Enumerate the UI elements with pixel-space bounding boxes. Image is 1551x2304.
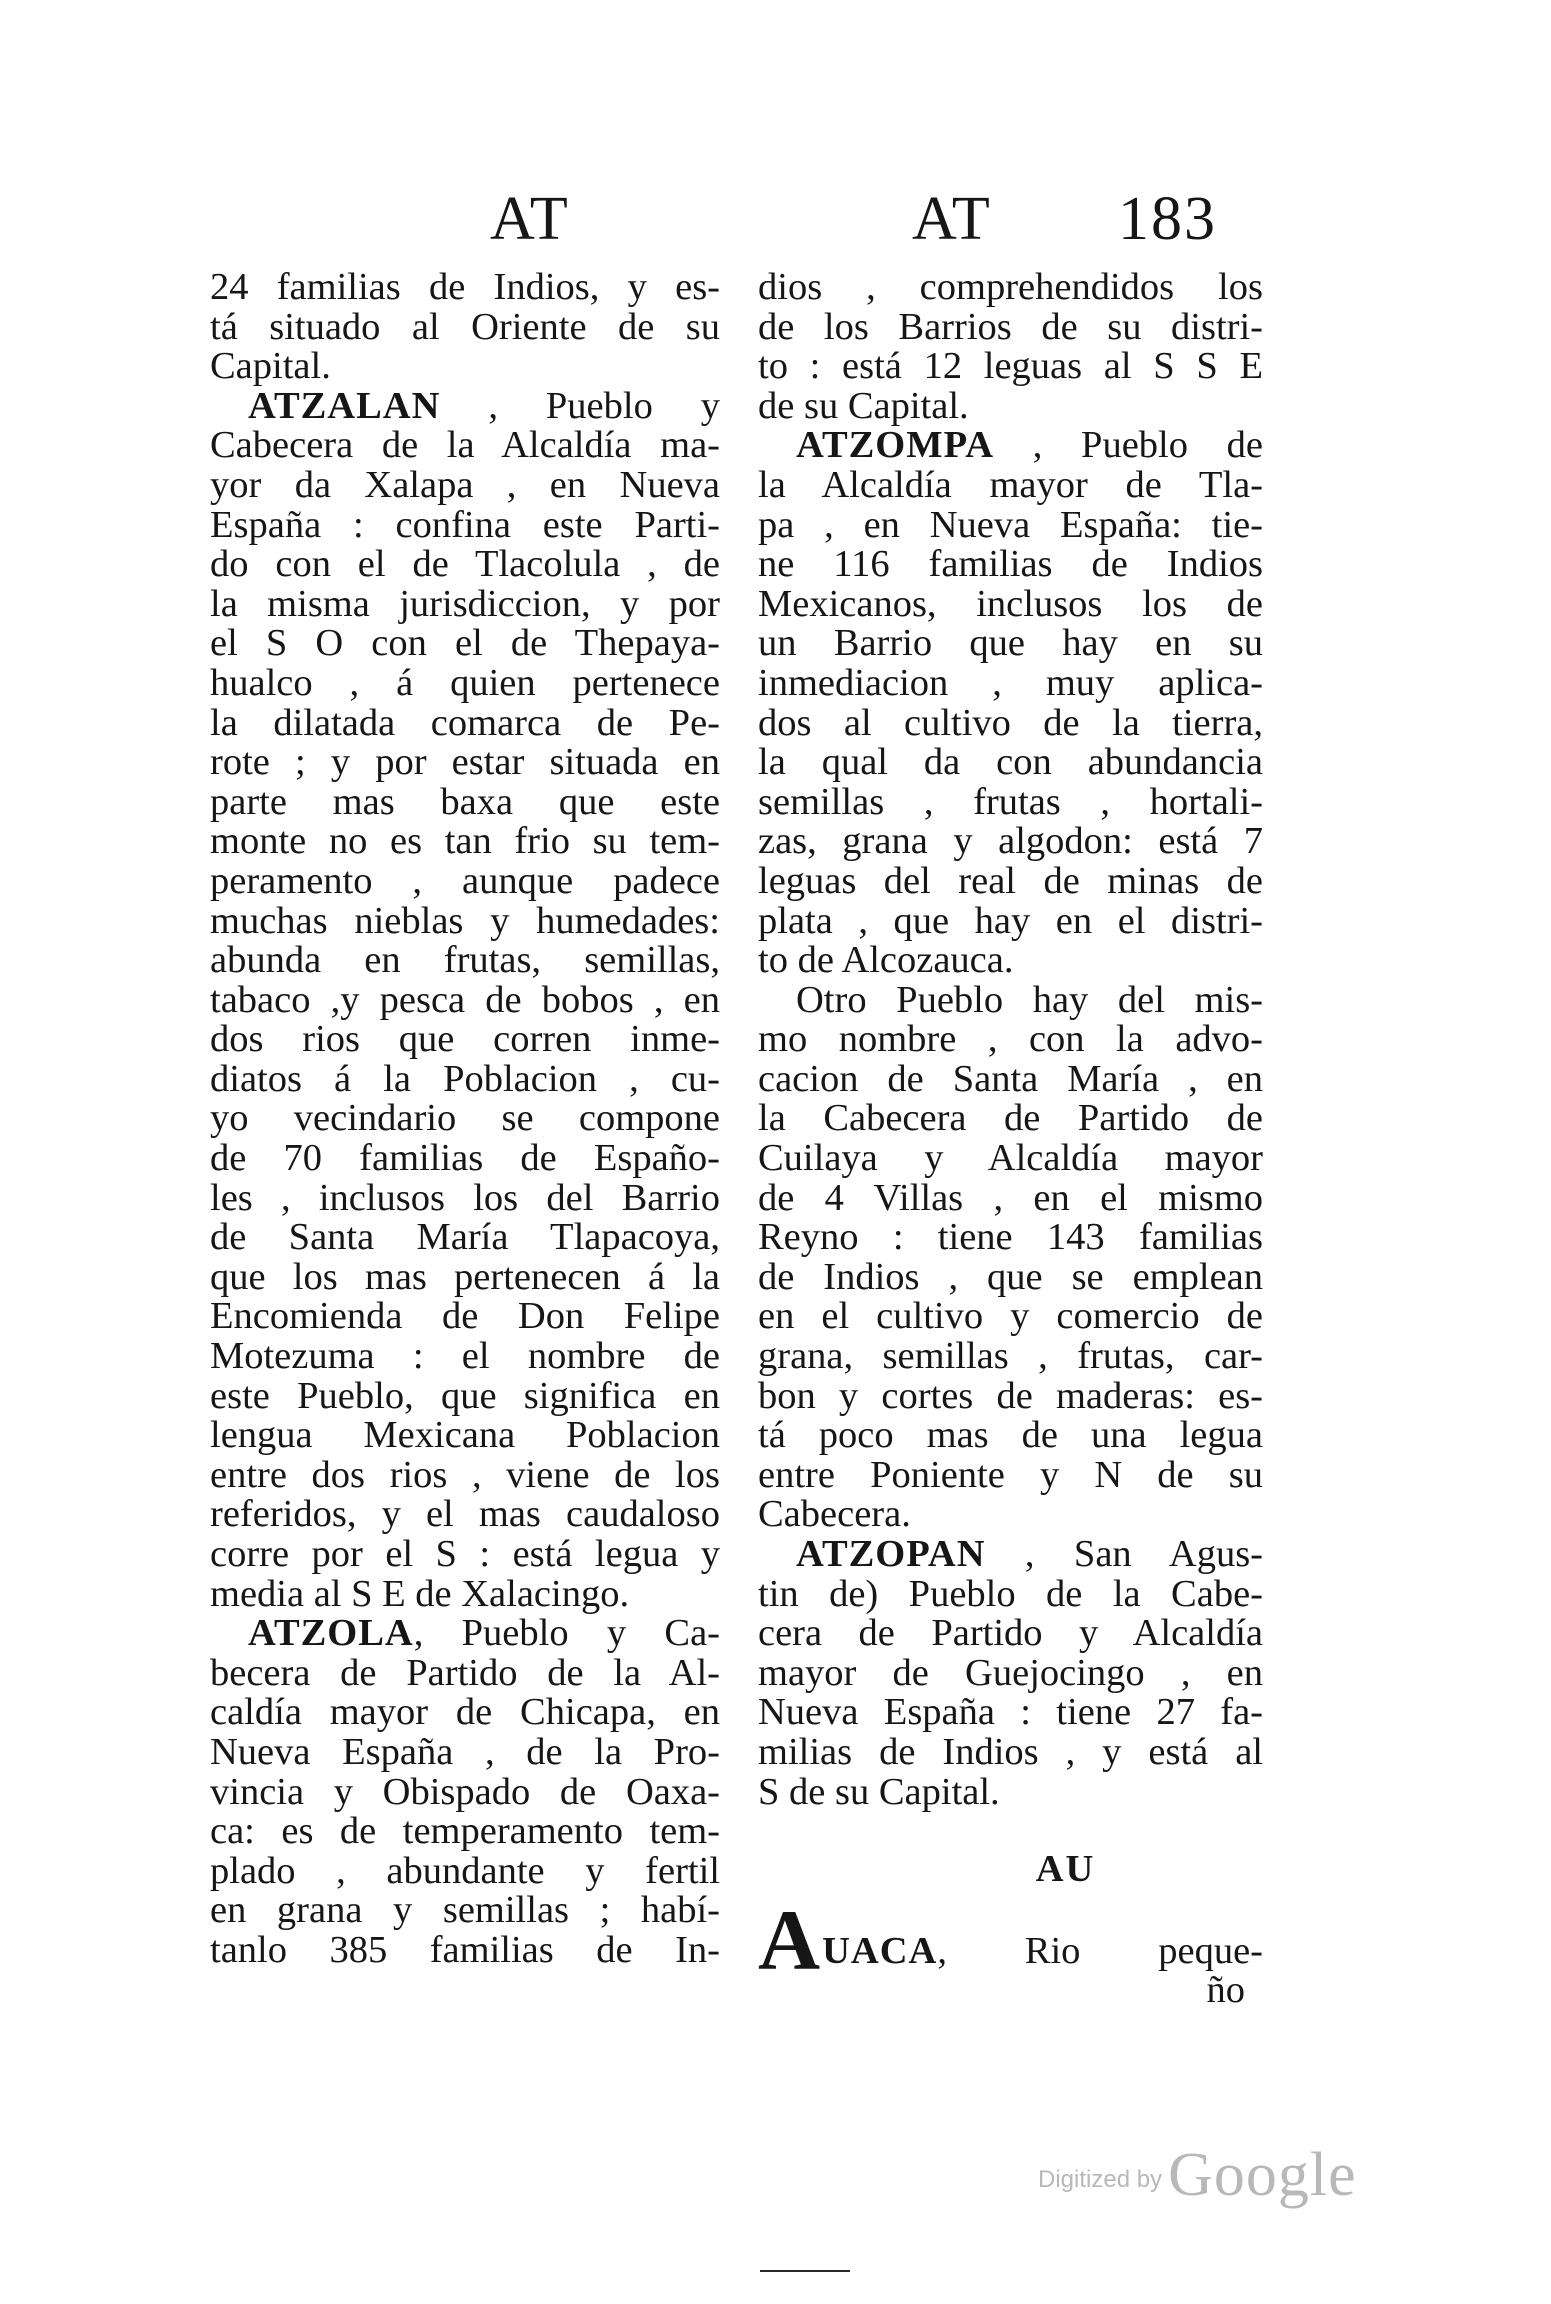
text-line: tá poco mas de una legua bbox=[758, 1414, 1263, 1457]
text-line: inmediacion , muy aplica- bbox=[758, 661, 1263, 704]
text-fragment: , Rio peque- bbox=[937, 1929, 1263, 1972]
headword: ATZALAN bbox=[248, 384, 441, 427]
text-line: Reyno : tiene 143 familias bbox=[758, 1216, 1263, 1259]
text-fragment: , Pueblo y bbox=[488, 384, 720, 427]
text-line: Motezuma : el nombre de bbox=[210, 1335, 720, 1378]
text-line: grana, semillas , frutas, car- bbox=[758, 1335, 1263, 1378]
text-line bbox=[210, 384, 720, 427]
text-line: yor da Xalapa , en Nueva bbox=[210, 463, 720, 506]
text-line: Nueva España , de la Pro- bbox=[210, 1730, 720, 1773]
text-line: mayor de Guejocingo , en bbox=[758, 1651, 1263, 1694]
catchword: ño bbox=[1206, 1969, 1245, 2012]
text-line: España : confina este Parti- bbox=[210, 503, 720, 546]
text-line: rote ; y por estar situada en bbox=[210, 741, 720, 784]
text-line: to de Alcozauca. bbox=[758, 939, 1014, 982]
text-line: ca: es de temperamento tem- bbox=[210, 1810, 720, 1853]
text-line: tá situado al Oriente de su bbox=[210, 305, 720, 348]
text-fragment: , Pueblo de bbox=[1032, 424, 1263, 467]
watermark-caption: Digitized by bbox=[1038, 2166, 1163, 2193]
text-line: plata , que hay en el distri- bbox=[758, 899, 1263, 942]
text-line: milias de Indios , y está al bbox=[758, 1730, 1263, 1773]
text-line: de 70 familias de Españo- bbox=[210, 1137, 720, 1180]
text-line: Mexicanos, inclusos los de bbox=[758, 582, 1263, 625]
text-line: lengua Mexicana Poblacion bbox=[210, 1414, 720, 1457]
text-line: do con el de Tlacolula , de bbox=[210, 543, 720, 586]
text-line: Otro Pueblo hay del mis- bbox=[796, 978, 1263, 1021]
drop-cap: A bbox=[758, 1891, 821, 1988]
text-line: semillas , frutas , hortali- bbox=[758, 780, 1263, 823]
text-line: dos rios que corren inme- bbox=[210, 1018, 720, 1061]
text-line: dios , comprehendidos los bbox=[758, 266, 1263, 308]
text-line: dos al cultivo de la tierra, bbox=[758, 701, 1263, 744]
text-line: este Pueblo, que significa en bbox=[210, 1374, 720, 1417]
text-line: referidos, y el mas caudaloso bbox=[210, 1493, 720, 1536]
section-heading: AU bbox=[1035, 1848, 1096, 1891]
text-line: monte no es tan frio su tem- bbox=[210, 820, 720, 863]
text-line: abunda en frutas, semillas, bbox=[210, 939, 720, 982]
headword: ATZOLA bbox=[248, 1612, 414, 1655]
text-line: entre dos rios , viene de los bbox=[210, 1453, 720, 1496]
text-line bbox=[758, 1535, 1263, 1575]
text-line: to : está 12 leguas al S S E bbox=[758, 345, 1263, 388]
headword: ATZOMPA bbox=[796, 424, 995, 467]
continued-entry-paragraph bbox=[210, 268, 720, 387]
text-line: de 4 Villas , en el mismo bbox=[758, 1176, 1263, 1219]
text-line: media al S E de Xalacingo. bbox=[210, 1572, 630, 1615]
text-line: Cabecera de la Alcaldía ma- bbox=[210, 424, 720, 467]
running-head-right: AT bbox=[912, 185, 992, 253]
text-line: tin de) Pueblo de la Cabe- bbox=[758, 1572, 1263, 1615]
text-line: en grana y semillas ; habí- bbox=[210, 1889, 720, 1932]
text-line: la Alcaldía mayor de Tla- bbox=[758, 463, 1263, 506]
text-line: de los Barrios de su distri- bbox=[758, 305, 1263, 348]
text-line: Nueva España : tiene 27 fa- bbox=[758, 1691, 1263, 1734]
google-watermark bbox=[1038, 2140, 1357, 2211]
text-line: entre Poniente y N de su bbox=[758, 1453, 1263, 1496]
text-line: de Santa María Tlapacoya, bbox=[210, 1216, 720, 1259]
text-line: un Barrio que hay en su bbox=[758, 622, 1263, 665]
text-line: la Cabecera de Partido de bbox=[758, 1097, 1263, 1140]
entry-auaca bbox=[758, 1891, 1263, 1988]
text-line: Cuilaya y Alcaldía mayor bbox=[758, 1137, 1263, 1180]
entry-atzola bbox=[210, 1614, 720, 1970]
text-line: parte mas baxa que este bbox=[210, 780, 720, 823]
text-line: plado , abundante y fertil bbox=[210, 1849, 720, 1892]
text-line: hualco , á quien pertenece bbox=[210, 661, 720, 704]
text-line: de su Capital. bbox=[758, 384, 969, 427]
text-line: Cabecera. bbox=[758, 1493, 911, 1536]
entry-atzompa bbox=[758, 426, 1263, 980]
text-line: Encomienda de Don Felipe bbox=[210, 1295, 720, 1338]
left-column bbox=[210, 268, 720, 1971]
headword: ATZOPAN bbox=[796, 1533, 986, 1575]
text-line: corre por el S : está legua y bbox=[210, 1533, 720, 1575]
text-line: tabaco ,y pesca de bobos , en bbox=[210, 978, 720, 1021]
text-line: peramento , aunque padece bbox=[210, 859, 720, 902]
entry-atzalan bbox=[210, 384, 720, 1615]
text-line: cacion de Santa María , en bbox=[758, 1057, 1263, 1100]
running-head-left: AT bbox=[490, 185, 570, 253]
text-line: S de su Capital. bbox=[758, 1770, 1000, 1813]
right-column bbox=[758, 268, 1263, 2011]
text-line: muchas nieblas y humedades: bbox=[210, 899, 720, 942]
text-fragment: , Pueblo y Ca- bbox=[413, 1612, 720, 1655]
page-number: 183 bbox=[1118, 185, 1217, 253]
text-line: caldía mayor de Chicapa, en bbox=[210, 1691, 720, 1734]
text-line: les , inclusos los del Barrio bbox=[210, 1176, 720, 1219]
entry-otro-pueblo bbox=[758, 978, 1263, 1536]
text-line: la misma jurisdiccion, y por bbox=[210, 582, 720, 625]
text-line: cera de Partido y Alcaldía bbox=[758, 1612, 1263, 1655]
text-line: de Indios , que se emplean bbox=[758, 1255, 1263, 1298]
text-line bbox=[758, 426, 1263, 466]
text-fragment: , San Agus- bbox=[1024, 1533, 1264, 1575]
text-line bbox=[210, 1614, 720, 1654]
text-line: vincia y Obispado de Oaxa- bbox=[210, 1770, 720, 1813]
text-line: el S O con el de Thepaya- bbox=[210, 622, 720, 665]
text-line: becera de Partido de la Al- bbox=[210, 1651, 720, 1694]
text-line: yo vecindario se compone bbox=[210, 1097, 720, 1140]
text-line: leguas del real de minas de bbox=[758, 859, 1263, 902]
text-line: ne 116 familias de Indios bbox=[758, 543, 1263, 586]
text-line: Capital. bbox=[210, 345, 331, 388]
text-line: 24 familias de Indios, y es- bbox=[210, 266, 720, 308]
text-line: mo nombre , con la advo- bbox=[758, 1018, 1263, 1061]
continued-entry-paragraph bbox=[758, 268, 1263, 426]
text-line: en el cultivo y comercio de bbox=[758, 1295, 1263, 1338]
entry-atzopan bbox=[758, 1535, 1263, 1812]
text-line: tanlo 385 familias de In- bbox=[210, 1928, 720, 1971]
text-line: bon y cortes de maderas: es- bbox=[758, 1374, 1263, 1417]
text-line: zas, grana y algodon: está 7 bbox=[758, 820, 1263, 863]
text-line: la dilatada comarca de Pe- bbox=[210, 701, 720, 744]
headword: UACA bbox=[822, 1929, 938, 1972]
bottom-rule bbox=[760, 2270, 850, 2272]
google-logo: Google bbox=[1168, 2141, 1357, 2209]
text-line: la qual da con abundancia bbox=[758, 741, 1263, 784]
text-line: pa , en Nueva España: tie- bbox=[758, 503, 1263, 546]
text-line: que los mas pertenecen á la bbox=[210, 1255, 720, 1298]
text-line bbox=[758, 1891, 1263, 1988]
text-line: diatos á la Poblacion , cu- bbox=[210, 1057, 720, 1100]
